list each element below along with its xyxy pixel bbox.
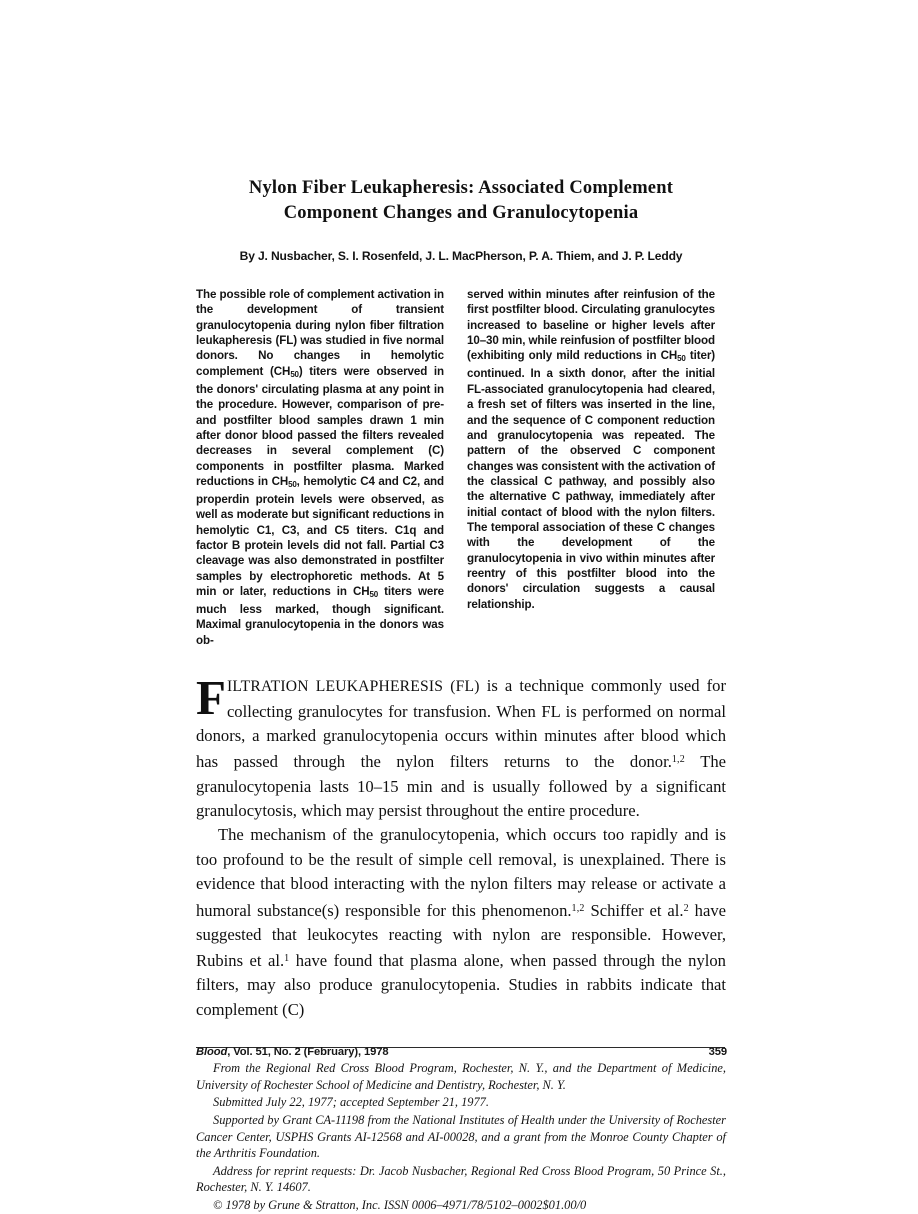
body-text [196, 670, 726, 1022]
title-line-1: Nylon Fiber Leukapheresis: Associated Complement [248, 178, 674, 198]
body-p2-text-1: The mechanism of the granulocytopenia, which occurs too rapidly and is too profound to be the result of simple cell removal, is unexplained. There is evidence that blood interacting with the nylon filters may release or activate a humoral substance(s) responsible for this phenomenon. [196, 825, 726, 920]
page-number: 359 [708, 1046, 727, 1058]
abstract-left-text-3: , hemolytic C4 and C2, and properdin protein levels were observed, as well as moderate but significant reductions in hemolytic C1, C3, and C5 titers. C1q and factor B protein levels did not fall. Partial C3 cleavage was also demonstrated in postfilter samples by electrophoretic methods. At 5 min or later, reductions in CH [196, 474, 445, 599]
body-p2-text-4: have found that plasma alone, when passed through the nylon filters, may also produce granulocytopenia. Studies in rabbits indicate that complement (C) [196, 951, 726, 1019]
body-p1-text-2: The granulocytopenia lasts 10–15 min and is usually followed by a significant granulocytosis, which may persist throughout the entire procedure. [196, 752, 726, 820]
abstract-right-text-1: served within minutes after reinfusion of the first postfilter blood. Circulating granulocytes increased to baseline or higher levels after 10–30 min, while reinfusion of postfilter blood (exhibiting only mild reductions in CH [467, 288, 715, 363]
abstract-column-right [467, 287, 715, 648]
reference-superscript-3: 2 [683, 902, 689, 914]
reference-superscript-2: 1,2 [571, 902, 585, 914]
footnote-affiliation: From the Regional Red Cross Blood Program, Rochester, N. Y., and the Department of Medicine, University of Rochester School of Medicine and Dentistry, Rochester, N. Y. [196, 1061, 726, 1092]
abstract-right-text-2: titer) continued. In a sixth donor, after the initial FL-associated granulocytopenia had cleared, a fresh set of filters was inserted in the line, and the sequence of C component reduction and granulocytopenia was repeated. The pattern of the observed C component changes was consistent with the activation of the classical C pathway, and possibly also the alternative C pathway, immediately after initial contact of blood with the nylon filters. The temporal association of these C changes with the development of the granulocytopenia in vivo within minutes after reentry of this postfilter blood into the donors' circulation suggests a causal relationship. [467, 349, 715, 611]
body-paragraph-2 [196, 823, 726, 1022]
abstract-column-left [196, 287, 444, 648]
journal-name: Blood [196, 1046, 228, 1058]
page-footer [196, 1046, 727, 1058]
opening-caps: ILTRATION LEUKAPHERESIS (FL) [226, 678, 480, 696]
footnote-submitted: Submitted July 22, 1977; accepted September 21, 1977. [213, 1095, 489, 1110]
abstract-left-paragraph [196, 287, 444, 648]
body-paragraph-1 [196, 670, 726, 823]
article-title [196, 176, 726, 226]
ch50-subscript-4: 50 [677, 354, 686, 364]
abstract-left-text-2: ) titers were observed in the donors' circulating plasma at any point in the procedure. However, comparison of pre- and postfilter blood samples drawn 1 min after donor blood passed the filters revealed decreases in several complement (C) components in postfilter plasma. Marked reductions in CH [196, 364, 445, 488]
footnote-copyright: © 1978 by Grune & Stratton, Inc. ISSN 0006–4971/78/5102–0002$01.00/0 [213, 1197, 587, 1212]
ch50-subscript-3: 50 [369, 589, 379, 599]
footnotes [196, 1060, 726, 1213]
ch50-subscript-1: 50 [290, 369, 299, 379]
journal-issue: , Vol. 51, No. 2 (February), 1978 [227, 1046, 389, 1058]
abstract-left-text-1: The possible role of complement activation in the development of transient granulocytopenia during nylon fiber filtration leukapheresis (FL) was studied in five normal donors. No changes in hemolytic complement (CH [196, 288, 444, 378]
author-byline: By J. Nusbacher, S. I. Rosenfeld, J. L. MacPherson, P. A. Thiem, and J. P. Leddy [239, 249, 683, 263]
reference-superscript-1: 1,2 [671, 754, 685, 766]
abstract [196, 287, 726, 648]
footnote-reprints: Address for reprint requests: Dr. Jacob Nusbacher, Regional Red Cross Blood Program, 50 Prince St., Rochester, N. Y. 14607. [196, 1163, 726, 1195]
body-p2-text-2: Schiffer et al. [584, 900, 684, 920]
body-p1-text-1: is a technique commonly used for collecting granulocytes for transfusion. When FL is performed on normal donors, a marked granulocytopenia occurs within minutes after blood which has passed through the nylon filters returns to the donor. [196, 676, 726, 772]
reference-superscript-4: 1 [284, 953, 290, 965]
ch50-subscript-2: 50 [288, 479, 297, 489]
journal-citation [196, 1046, 388, 1058]
drop-cap: F [196, 670, 226, 726]
footnote-support: Supported by Grant CA-11198 from the National Institutes of Health under the University of Rochester Cancer Center, USPHS Grants AI-12568 and AI-00028, and a grant from the Monroe County Chapter of the Arthritis Foundation. [196, 1113, 726, 1161]
body-p2-text-3: have suggested that leukocytes reacting with nylon are responsible. However, Rubins et al. [196, 900, 726, 971]
page-content [196, 0, 726, 1214]
abstract-left-text-4: titers were much less marked, though significant. Maximal granulocytopenia in the donors was ob- [196, 585, 444, 647]
abstract-right-paragraph [467, 287, 715, 612]
title-line-2: Component Changes and Granulocytopenia [283, 203, 639, 223]
